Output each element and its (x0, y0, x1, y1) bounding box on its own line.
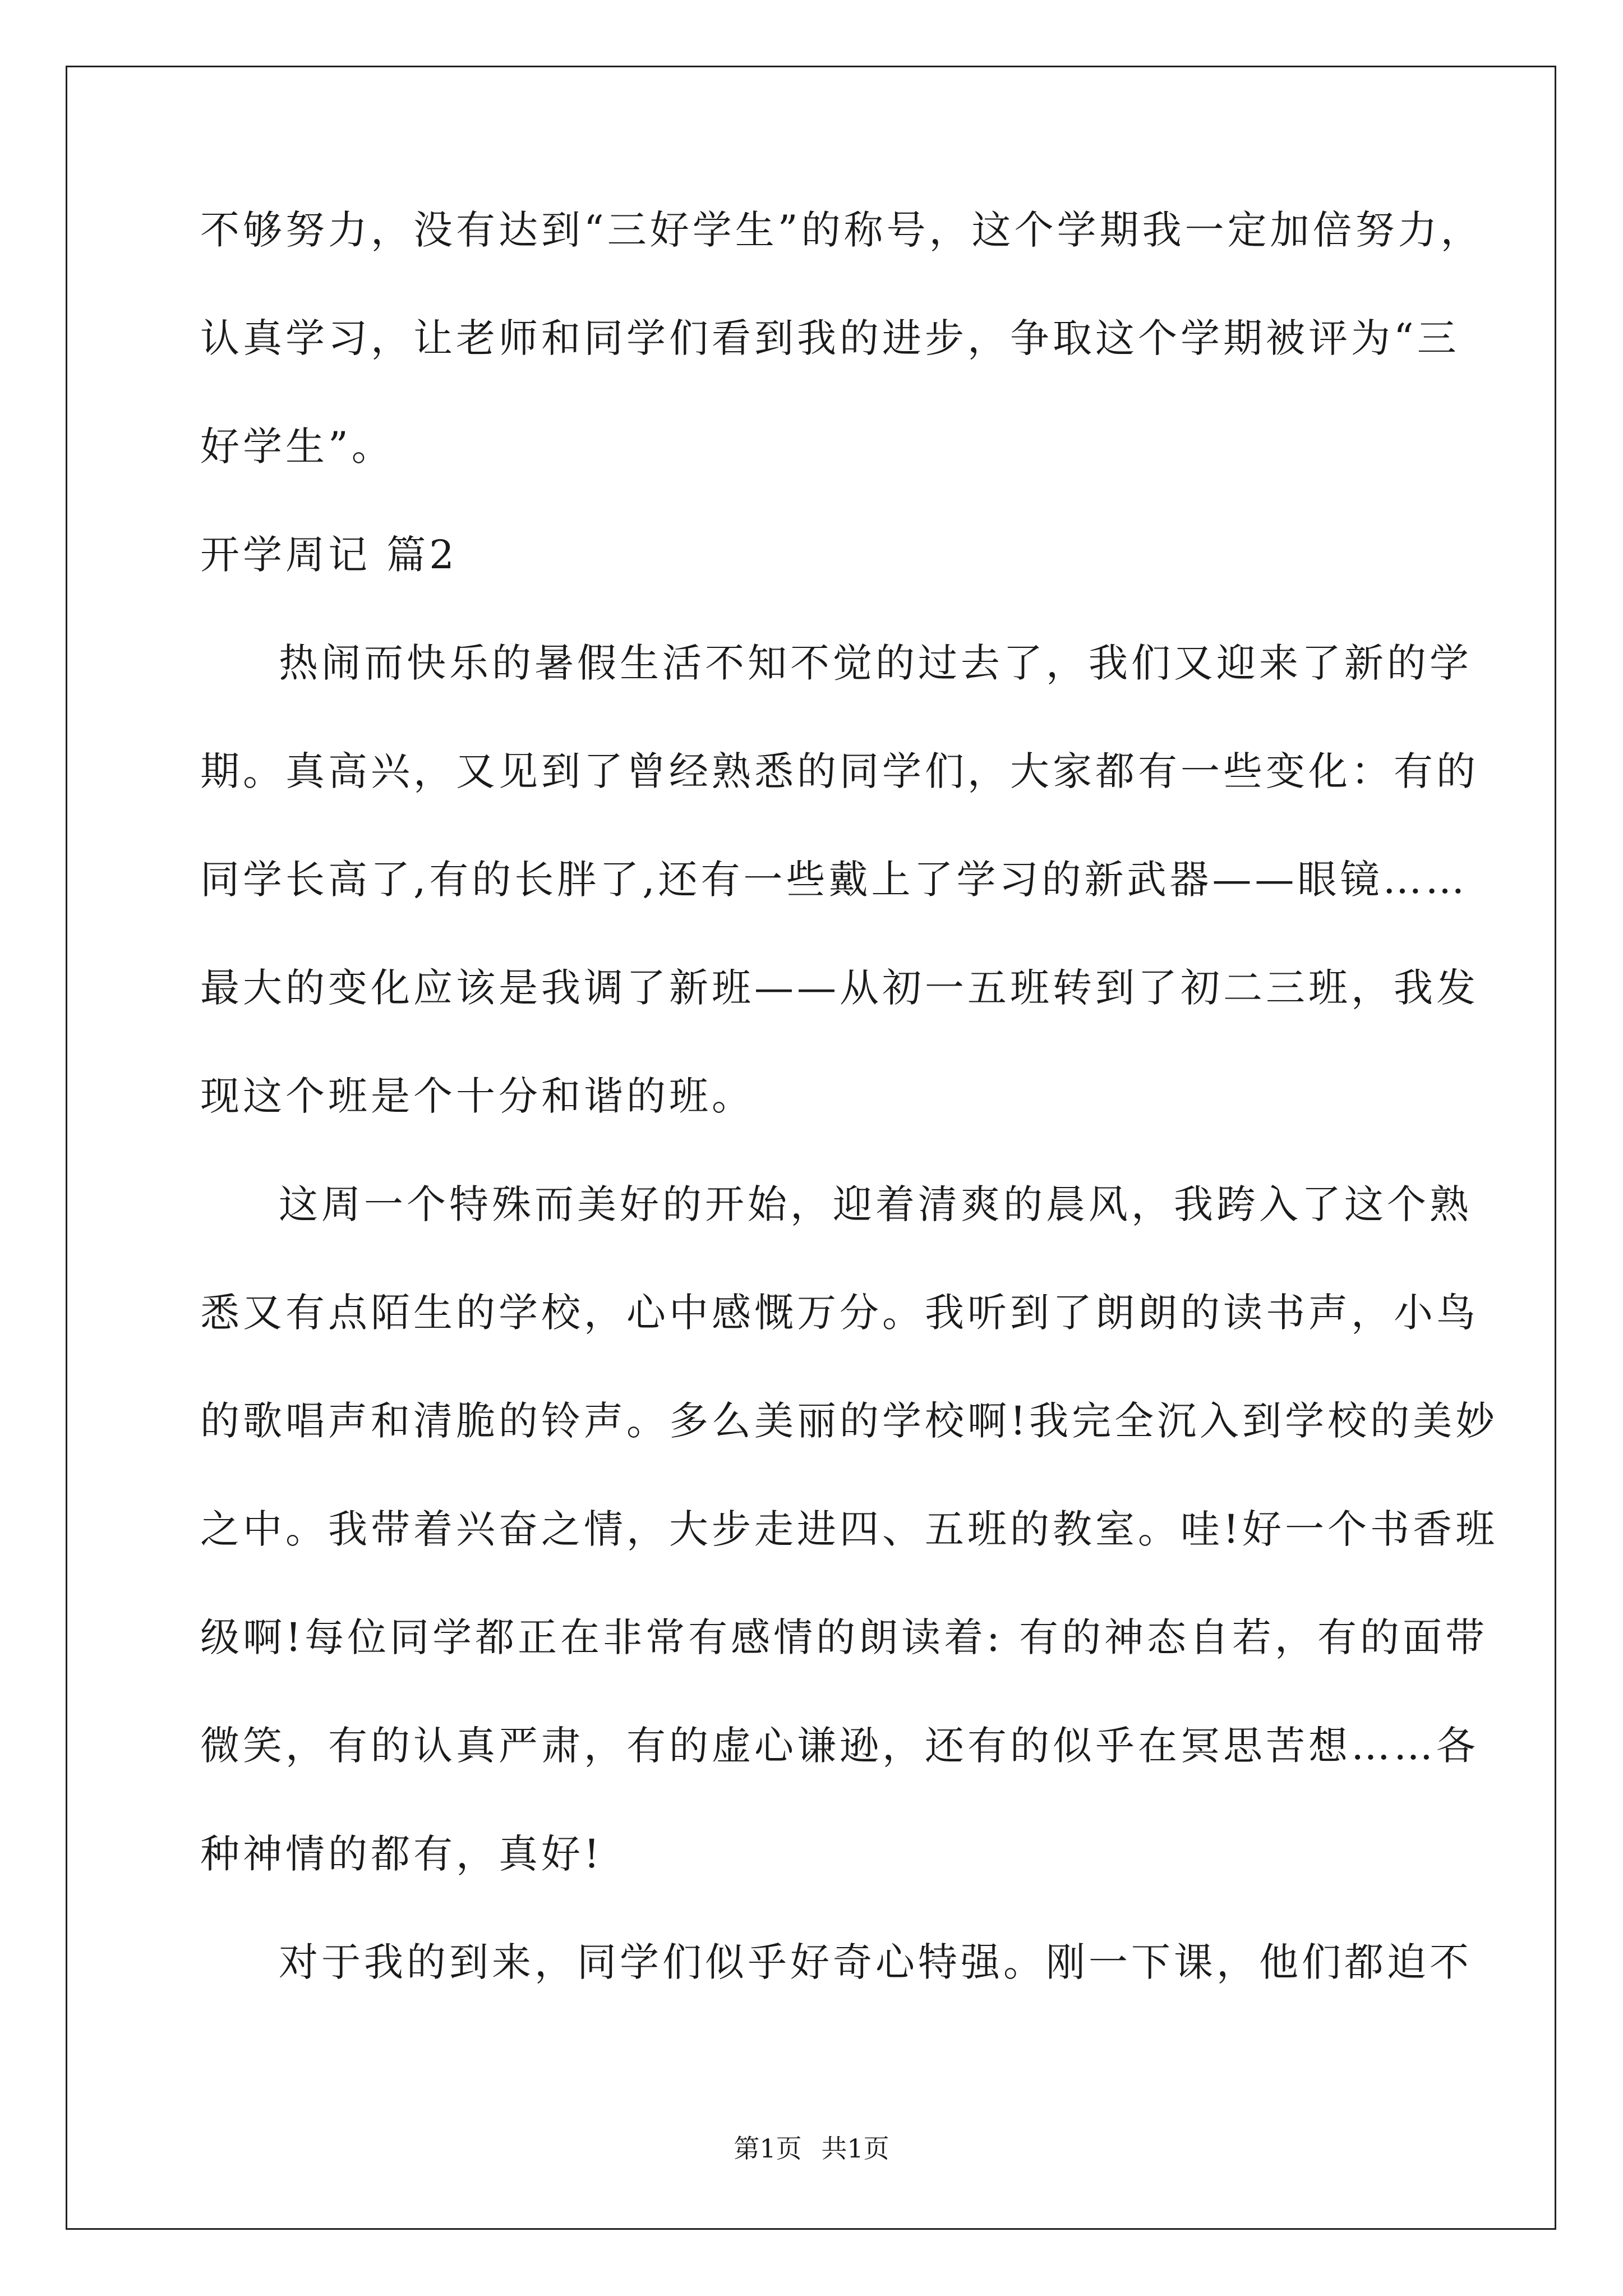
page-footer (0, 2132, 1623, 2165)
text-line: 的歌唱声和清脆的铃声。多么美丽的学校啊!我完全沉入到学校的美妙 (200, 1398, 1498, 1444)
text-line: 这周一个特殊而美好的开始，迎着清爽的晨风，我跨入了这个熟 (279, 1181, 1472, 1227)
text-line: 认真学习，让老师和同学们看到我的进步，争取这个学期被评为“三 (200, 315, 1460, 361)
text-line: 期。真高兴，又见到了曾经熟悉的同学们，大家都有一些变化：有的 (200, 748, 1479, 794)
text-line: 悉又有点陌生的学校，心中感慨万分。我听到了朗朗的读书声，小鸟 (200, 1290, 1479, 1336)
page-total: 共1页 (821, 2133, 889, 2164)
text-line: 最大的变化应该是我调了新班——从初一五班转到了初二三班，我发 (200, 965, 1479, 1011)
page-border (66, 66, 1556, 2230)
text-line: 热闹而快乐的暑假生活不知不觉的过去了，我们又迎来了新的学 (279, 640, 1472, 686)
section-heading: 开学周记 篇2 (200, 532, 458, 578)
text-line: 之中。我带着兴奋之情，大步走进四、五班的教室。哇!好一个书香班 (200, 1506, 1498, 1552)
text-line: 好学生”。 (200, 424, 394, 470)
text-line: 对于我的到来，同学们似乎好奇心特强。刚一下课，他们都迫不 (279, 1939, 1472, 1985)
page-number: 第1页 (734, 2133, 802, 2164)
text-line: 种神情的都有，真好! (200, 1831, 603, 1877)
text-line: 级啊!每位同学都正在非常有感情的朗读着: 有的神态自若，有的面带 (200, 1614, 1488, 1660)
text-line: 现这个班是个十分和谐的班。 (200, 1073, 754, 1119)
text-line: 微笑，有的认真严肃，有的虚心谦逊，还有的似乎在冥思苦想……各 (200, 1723, 1479, 1769)
text-line: 同学长高了,有的长胖了,还有一些戴上了学习的新武器——眼镜…… (200, 857, 1468, 903)
text-line: 不够努力，没有达到“三好学生”的称号，这个学期我一定加倍努力， (200, 207, 1483, 253)
